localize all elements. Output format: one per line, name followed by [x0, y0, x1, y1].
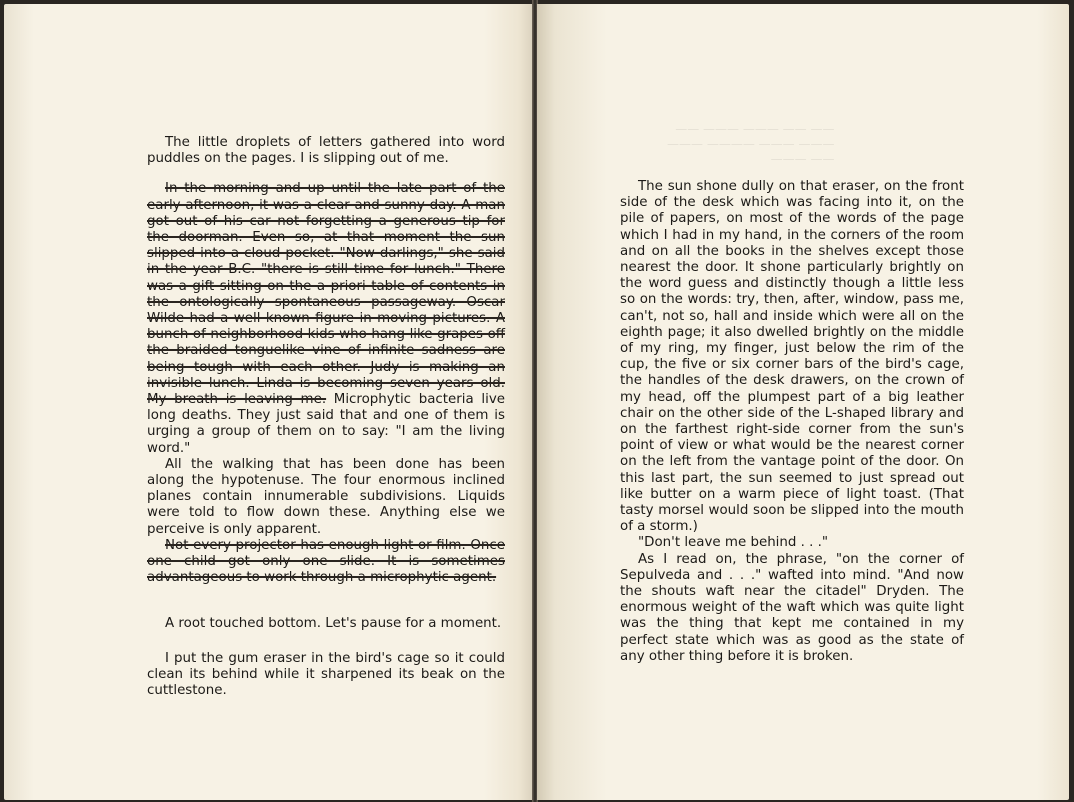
struck-passage-1: In the morning and up until the late part of the early afternoon, it was a clear and sunny day. A man got out of his car not forgetting a generous tip for the doorman. Even so, at that moment the sun slipped into a cloud pocket. "Now darlings," she said in the year B.C. "there is still time for lunch." There was a gift sitting on the a priori table of contents in the ontologically spontaneous passageway. Oscar Wilde had a well known figure in moving pictures. A bunch of neighborhood kids who hang like grapes off the braided tonguelike vine of infinite sadness are being tough with each other. Judy is making an invisible lunch. Linda is becoming seven years old. My breath is leaving me.: [147, 181, 505, 408]
right-paragraph-3: As I read on, the phrase, "on the corner of Sepulveda and . . ." wafted into mind. "And now the shouts waft near the citadel" Dryden. The enormous weight of the waft which was quite light was the thing that kept me contained in my perfect state which was as good as the state of any other thing before it is broken.: [620, 551, 964, 664]
struck-passage-2: Not every projector has enough light or film. Once one child got only one slide. It is sometimes advantageous to work through a microphytic agent.: [147, 537, 505, 586]
left-paragraph-2: [147, 181, 505, 456]
left-paragraph-1: The little droplets of letters gathered into word puddles on the pages. I is slipping out of me.: [147, 135, 505, 167]
right-paragraph-1: The sun shone dully on that eraser, on the front side of the desk which was facing into it, on the pile of papers, on most of the words of the page which I had in my hand, in the corners of the room and on all the books in the shelves except those nearest the door. It shone particularly brightly on the word guess and distinctly though a little less so on the words: try, then, after, window, pass me, can't, not so, hall and inside which were all on the eighth page; it also dwelled brightly on the middle of my ring, my finger, just below the rim of the cup, the five or six corner bars of the bird's cage, the handles of the desk drawers, on the crown of my head, off the plumpest part of a big leather chair on the other side of the L-shaped library and on the farthest right-side corner from the sun's point of view or what would be the nearest corner on the left from the vantage point of the door. On this last part, the sun seemed to just spread out like butter on a warm piece of light toast. (That tasty morsel would soon be slipped into the mouth of a storm.): [620, 179, 964, 535]
left-page-text: [147, 135, 505, 699]
left-paragraph-5: A root touched bottom. Let's pause for a moment.: [165, 616, 502, 632]
left-paragraph-6: I put the gum eraser in the bird's cage so it could clean its behind while it sharpened its beak on the cuttlestone.: [147, 650, 505, 699]
left-paragraph-3: All the walking that has been done has been along the hypotenuse. The four enormous inclined planes contain innumerable subdivisions. Liquids were told to flow down these. Anything else we perceive is only apparent.: [147, 456, 505, 537]
left-page: [4, 4, 534, 800]
left-paragraph-2-tail: Microphytic bacteria live long deaths. They just said that and one of them is urging a group of them on to say: "I am the living word.": [147, 392, 505, 456]
show-through-shadow: —— —— ——— ——— —— ——— ——— ———— ——— —— ———: [667, 122, 835, 166]
right-page: [537, 4, 1069, 800]
right-page-text: [620, 179, 964, 665]
right-paragraph-2: "Don't leave me behind . . .": [638, 535, 829, 551]
